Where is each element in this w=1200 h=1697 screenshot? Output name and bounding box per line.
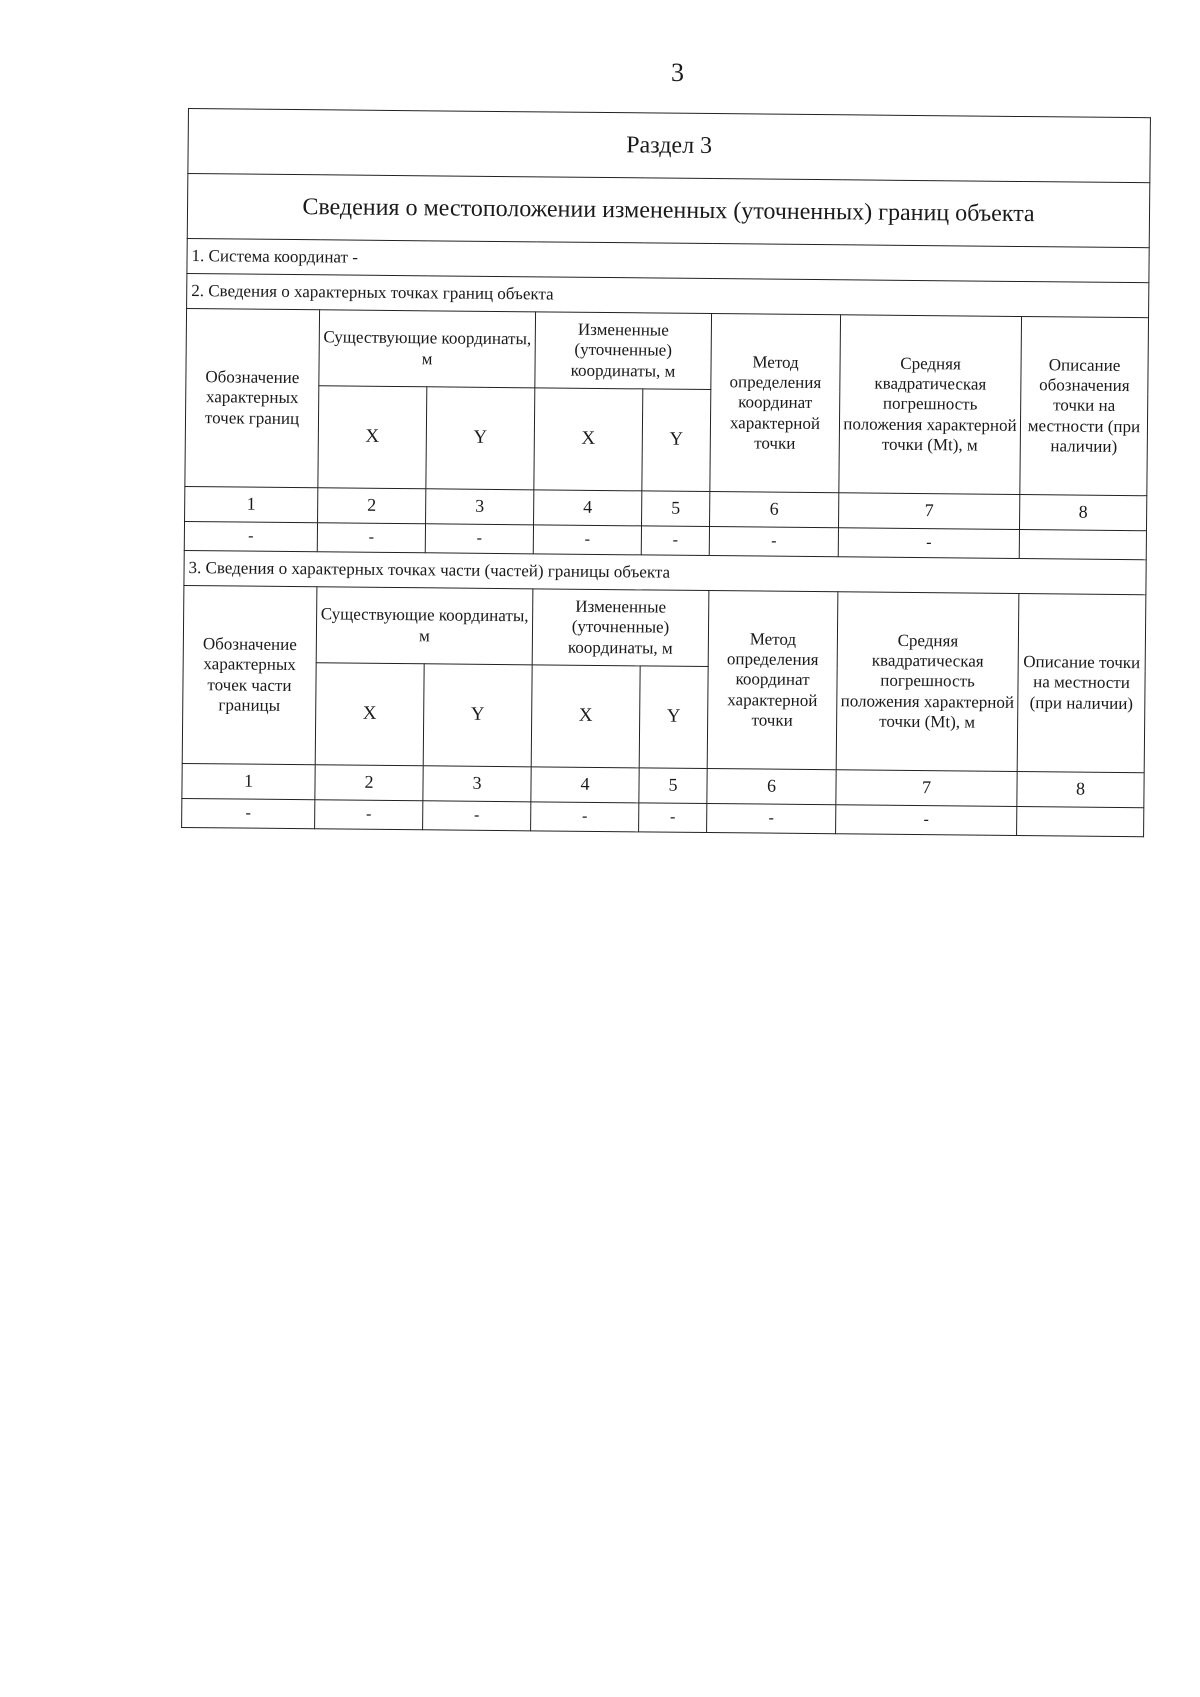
- table2-num-5: 5: [639, 768, 707, 804]
- table1-num-2: 2: [318, 488, 426, 524]
- table1-caption: 2. Сведения о характерных точках границ объекта: [187, 273, 1149, 317]
- table1-num-5: 5: [642, 491, 710, 527]
- table1-col-description: Описание обозначения точки на местности (при наличии): [1020, 317, 1149, 496]
- table1-cell-6: -: [709, 527, 838, 557]
- section-table: [181, 108, 1151, 837]
- table1-col-existing: Существующие координаты, м: [319, 310, 536, 388]
- table1-existing-y: Y: [426, 387, 535, 490]
- table1-changed-x: X: [534, 388, 643, 491]
- coordinate-system: 1. Система координат -: [187, 238, 1149, 282]
- table2-existing-x: X: [315, 663, 424, 766]
- table1-changed-y: Y: [642, 389, 711, 492]
- table2-num-7: 7: [836, 770, 1017, 807]
- table1-num-4: 4: [534, 490, 642, 526]
- table2-num-3: 3: [423, 766, 531, 802]
- section-subtitle: Сведения о местоположении измененных (уточненных) границ объекта: [187, 174, 1150, 248]
- table2-col-changed: Измененные (уточненные) координаты, м: [532, 589, 709, 667]
- table2-changed-x: X: [531, 665, 640, 768]
- table2-num-6: 6: [707, 769, 836, 805]
- table1-cell-8: [1019, 530, 1146, 560]
- table2-cell-4: -: [531, 802, 639, 832]
- page-number: 3: [671, 58, 684, 87]
- table2-caption: 3. Сведения о характерных точках части (частей) границы объекта: [184, 550, 1146, 594]
- table2-cell-8: [1017, 806, 1144, 836]
- table2-cell-5: -: [639, 803, 707, 833]
- table2-cell-7: -: [836, 805, 1017, 836]
- table2-cell-6: -: [707, 804, 836, 834]
- table2-col-designation: Обозначение характерных точек части границы: [182, 585, 317, 764]
- table2-changed-y: Y: [639, 666, 708, 769]
- table2-cell-1: -: [182, 798, 315, 828]
- table2-num-4: 4: [531, 767, 639, 803]
- table1-num-7: 7: [839, 493, 1020, 530]
- table2-col-error: Средняя квадратическая погрешность положения характерной точки (Mt), м: [836, 592, 1019, 772]
- table2-num-8: 8: [1017, 771, 1144, 807]
- section-title: Раздел 3: [188, 109, 1151, 183]
- table1-num-6: 6: [710, 492, 839, 528]
- table2-cell-3: -: [423, 801, 531, 831]
- table1-existing-x: X: [318, 386, 427, 489]
- table2-col-existing: Существующие координаты, м: [316, 587, 533, 665]
- table2-col-description: Описание точки на местности (при наличии): [1017, 593, 1146, 772]
- table1-col-designation: Обозначение характерных точек границ: [185, 308, 320, 487]
- table1-num-1: 1: [185, 486, 318, 522]
- table2-existing-y: Y: [423, 664, 532, 767]
- table2-col-method: Метод определения координат характерной точки: [707, 591, 838, 770]
- table1-col-error: Средняя квадратическая погрешность положения характерной точки (Mt), м: [839, 315, 1022, 495]
- table1-num-8: 8: [1019, 495, 1146, 531]
- table1-cell-5: -: [641, 526, 709, 556]
- table1-cell-2: -: [317, 523, 425, 553]
- table1-cell-4: -: [533, 525, 641, 555]
- table2-num-2: 2: [315, 765, 423, 801]
- table2-cell-2: -: [315, 800, 423, 830]
- table2-num-1: 1: [182, 763, 315, 799]
- table1-col-changed: Измененные (уточненные) координаты, м: [535, 312, 712, 390]
- table1-cell-1: -: [184, 521, 317, 551]
- table1-col-method: Метод определения координат характерной точки: [710, 314, 841, 493]
- table1-cell-3: -: [425, 524, 533, 554]
- section-3-form: [181, 108, 1150, 837]
- table1-num-3: 3: [426, 489, 534, 525]
- table1-cell-7: -: [838, 528, 1019, 559]
